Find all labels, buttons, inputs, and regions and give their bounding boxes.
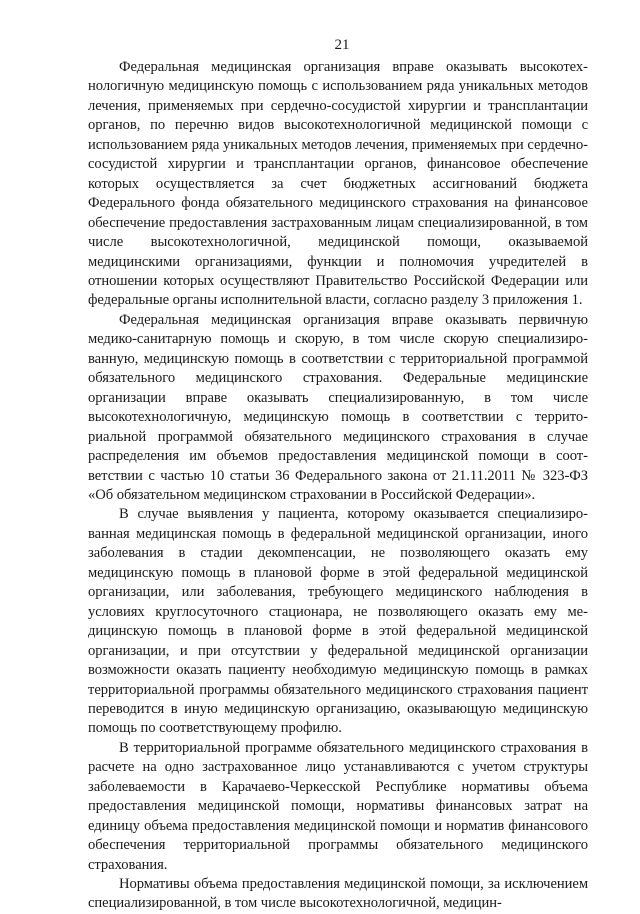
paragraph-patient-transfer: В случае выявления у пациента, которому оказывается специализированная медицинская помощь в федеральной медицинской организации, иного заболевания в стадии декомпенсации, не позволяющего оказать ему медицинскую помощь в плановой форме в этой федеральной медицинской организации, или заболевания, требующего медицинского наблюдения в условиях круглосуточного стационара, не позволяющего оказать ему медицинскую помощь в плановой форме в этой федеральной медицинской организации, и при отсутствии у федеральной медицинской организации возможности оказать пациенту необходимую медицинскую помощь в рамках территориальной программы обязательного медицинского страхования пациент переводится в иную медицинскую организацию, оказывающую медицинскую помощь по соответствующему профилю. bbox=[88, 506, 588, 737]
paragraph-federal-high-tech: Федеральная медицинская организация вправе оказывать высокотехнологичную медицинскую помощь с использованием ряда уникальных методов лечения, применяемых при сердечно-сосудистой хирургии и трансплантации органов, по перечню видов высокотехнологичной медицинской помощи с использованием ряда уникальных методов лечения, применяемых при сердечно-сосудистой хирургии и трансплантации органов, финансовое обеспечение которых осуществляется за счет бюджетных ассигнований бюджета Федерального фонда обязательного медицинского страхования на финансовое обеспечение предоставления застрахованным лицам специализированной, в том числе высокотехнологичной, медицинской помощи, оказываемой медицинскими организациями, функции и полномочия учредителей в отношении которых осуществляют Правительство Российской Федерации или федеральные органы исполнительной власти, согласно разделу 3 приложения 1. bbox=[88, 59, 588, 309]
paragraph-volume-norms: Нормативы объема предоставления медицинской помощи, за исключением специализированной, в том числе высокотехнологичной, медицин- bbox=[88, 876, 588, 912]
page-number: 21 bbox=[334, 37, 350, 53]
paragraph-federal-primary-care: Федеральная медицинская организация вправе оказывать первичную медико-санитарную помощь и скорую, в том числе скорую специализированную, медицинскую помощь в соответствии с территориальной программой обязательного медицинского страхования. Федеральные медицинские организации вправе оказывать специализированную, в том числе высокотехнологичную, медицинскую помощь в соответствии с территориальной программой обязательного медицинского страхования в случае распределения им объемов предоставления медицинской помощи в соответствии с частью 10 статьи 36 Федерального закона от 21.11.2011 № 323-ФЗ «Об обязательном медицинском страховании в Российской Федерации». bbox=[88, 311, 588, 503]
paragraph-territorial-norms: В территориальной программе обязательного медицинского страхования в расчете на одно застрахованное лицо устанавливаются с учетом структуры заболеваемости в Карачаево-Черкесской Республике нормативы объема предоставления медицинской помощи, нормативы финансовых затрат на единицу объема предоставления медицинской помощи и норматив финансового обеспечения территориальной программы обязательного медицинского страхования. bbox=[88, 739, 588, 873]
